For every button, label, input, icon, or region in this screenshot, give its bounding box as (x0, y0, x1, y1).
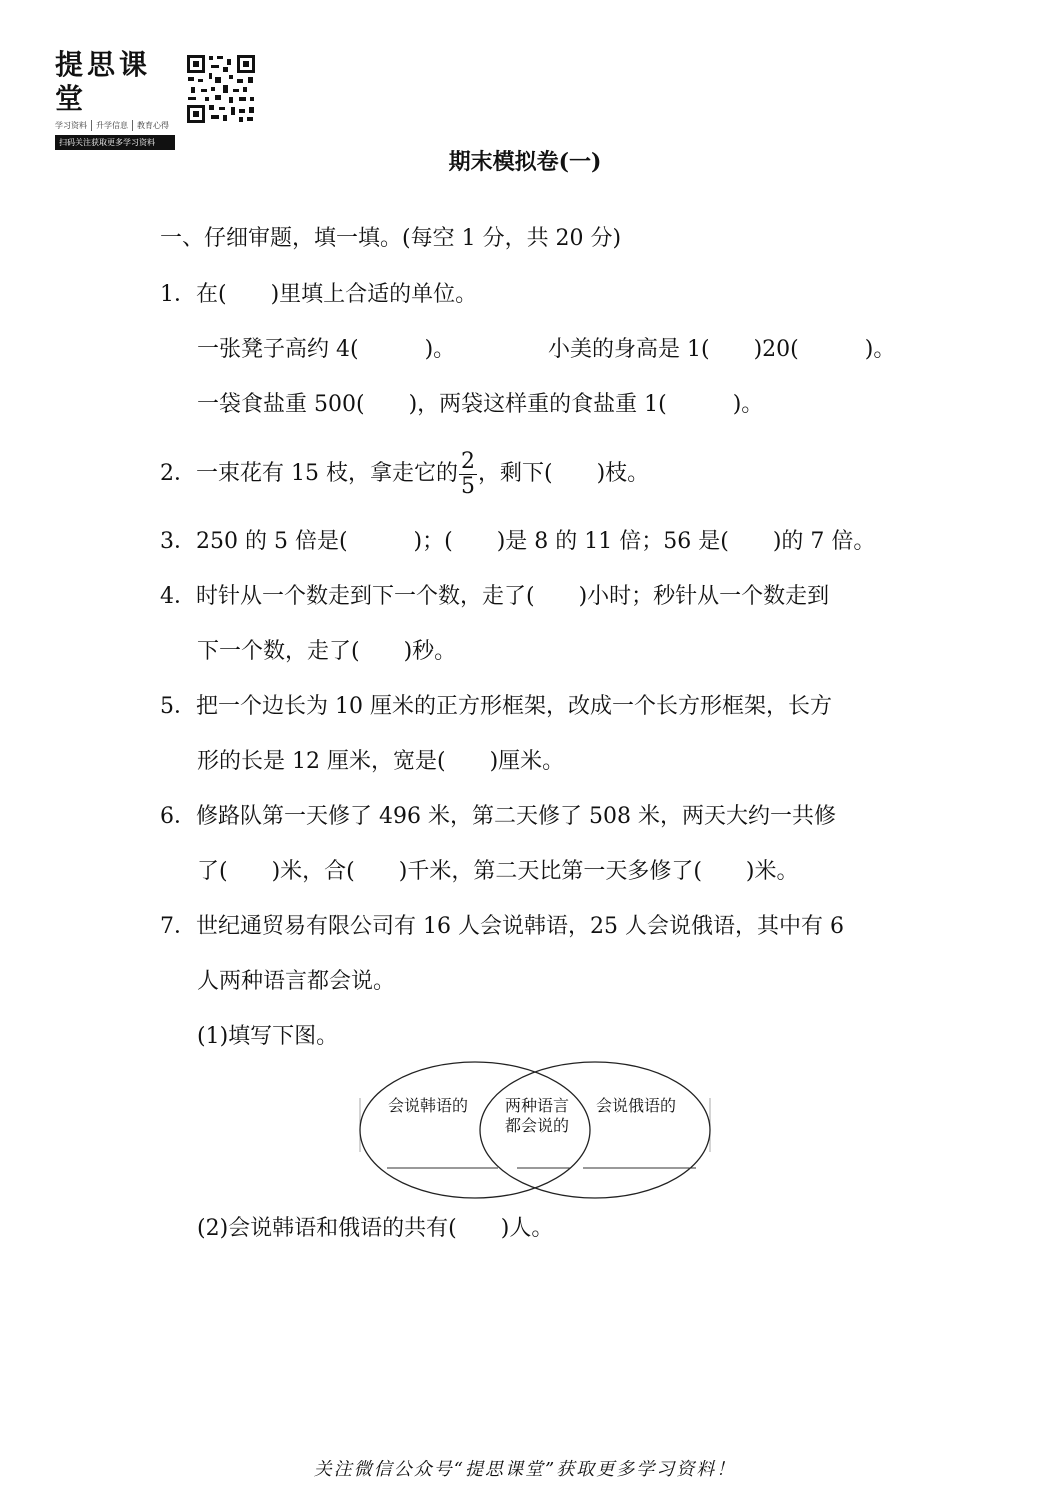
venn-right-label: 会说俄语的 (596, 1096, 677, 1115)
question-4-line-2: 下一个数，走了( )秒。 (197, 639, 457, 664)
question-5-line-2: 形的长是 12 厘米，宽是( )厘米。 (197, 749, 565, 774)
venn-diagram (355, 1060, 715, 1200)
question-4-line-1: 4．时针从一个数走到下一个数，走了( )小时；秒针从一个数走到 (160, 584, 830, 609)
venn-middle-label-1: 两种语言 (505, 1096, 570, 1115)
question-6-line-2: 了( )米，合( )千米，第二天比第一天多修了( )米。 (197, 859, 799, 884)
question-7-sub-2: (2)会说韩语和俄语的共有( )人。 (197, 1216, 554, 1241)
brand-tag: 学习资料 (55, 120, 92, 131)
question-5-line-1: 5．把一个边长为 10 厘米的正方形框架，改成一个长方形框架，长方 (160, 694, 832, 719)
question-3: 3．250 的 5 倍是( )；( )是 8 的 11 倍；56 是( )的 7 倍。 (160, 529, 876, 554)
brand-name: 提思课堂 (55, 48, 152, 115)
brand-tag: 升学信息 (96, 120, 133, 131)
qr-code-icon (185, 53, 257, 125)
fraction-denominator: 5 (460, 473, 475, 499)
fraction (459, 450, 477, 499)
brand-slogan: 扫码关注获取更多学习资料 (55, 135, 175, 150)
brand-tags (55, 120, 175, 131)
fraction-numerator: 2 (460, 448, 475, 474)
brand-tag: 教育心得 (137, 121, 169, 130)
question-2-text-before: 2．一束花有 15 枝，拿走它的 (160, 461, 458, 486)
question-2 (160, 446, 649, 502)
question-7-sub-1: (1)填写下图。 (197, 1024, 339, 1049)
exam-title: 期末模拟卷(一) (448, 149, 602, 175)
brand-logo (55, 48, 175, 150)
question-7-line-1: 7．世纪通贸易有限公司有 16 人会说韩语，25 人会说俄语，其中有 6 (160, 914, 844, 939)
question-1-item-a: 一张凳子高约 4( )。 (197, 337, 456, 362)
question-6-line-1: 6．修路队第一天修了 496 米，第二天修了 508 米，两天大约一共修 (160, 804, 836, 829)
venn-middle-label-2: 都会说的 (505, 1116, 570, 1135)
footer-note: 关注微信公众号“提思课堂”获取更多学习资料！ (313, 1459, 737, 1480)
question-2-text-after: ，剩下( )枝。 (477, 461, 650, 486)
venn-left-label: 会说韩语的 (388, 1096, 469, 1115)
question-1-item-c: 一袋食盐重 500( )，两袋这样重的食盐重 1( )。 (197, 392, 764, 417)
question-1-item-b: 小美的身高是 1( )20( )。 (548, 337, 896, 362)
question-7-line-2: 人两种语言都会说。 (197, 969, 396, 994)
question-1-stem: 1．在( )里填上合适的单位。 (160, 282, 478, 307)
section-heading: 一、仔细审题，填一填。(每空 1 分，共 20 分) (160, 226, 622, 251)
